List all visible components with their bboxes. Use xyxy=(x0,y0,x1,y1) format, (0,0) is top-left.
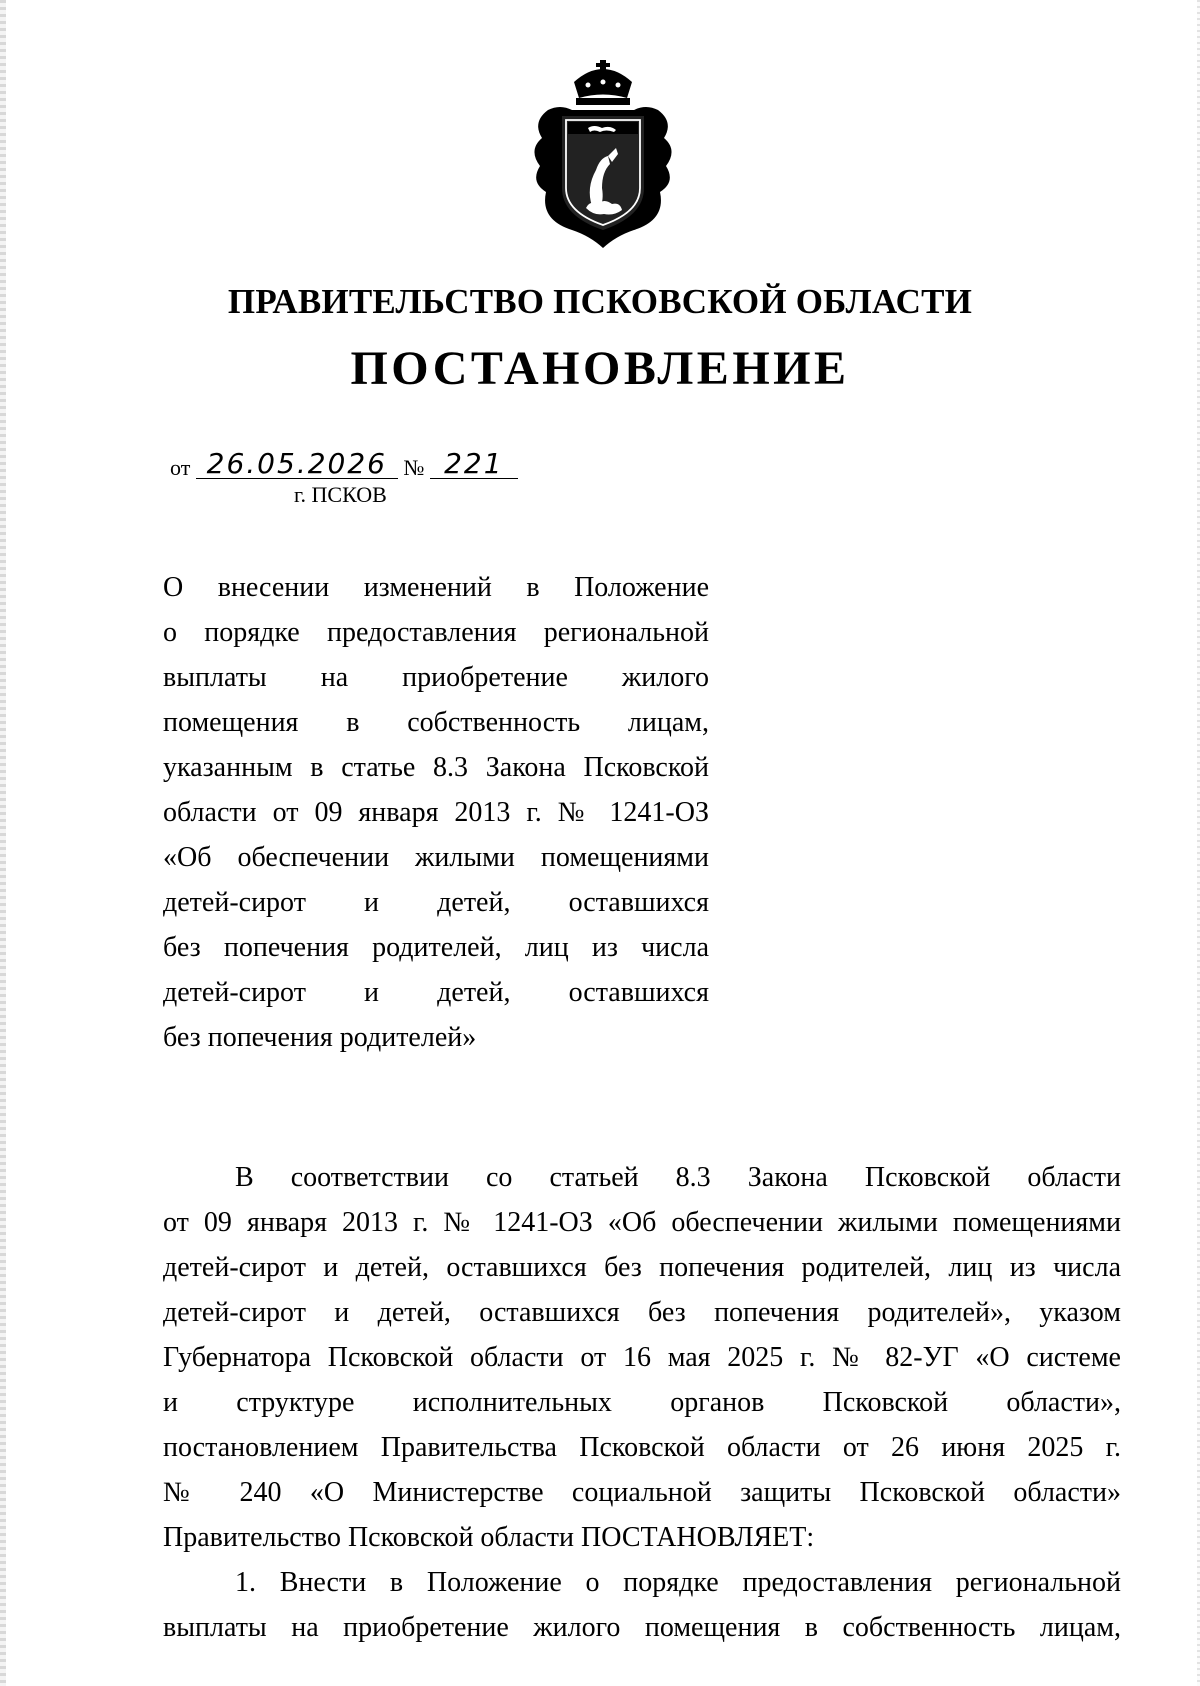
scan-edge xyxy=(0,0,6,1686)
subject-line: о порядке предоставления региональной xyxy=(163,617,709,648)
subject-line: О внесении изменений в Положение xyxy=(163,572,709,603)
subject-line: области от 09 января 2013 г. № 1241-ОЗ xyxy=(163,797,709,828)
date-prefix: от xyxy=(170,455,191,480)
body-line: Правительство Псковской области ПОСТАНОВЛЯЕТ: xyxy=(163,1522,815,1553)
document-type: ПОСТАНОВЛЕНИЕ xyxy=(350,342,850,395)
body-line: 1. Внести в Положение о порядке предоставления региональной xyxy=(235,1567,1121,1598)
coat-of-arms-icon xyxy=(530,58,676,250)
document-city: г. ПСКОВ xyxy=(294,482,387,507)
body-line: выплаты на приобретение жилого помещения в собственность лицам, xyxy=(163,1612,1121,1643)
government-name: ПРАВИТЕЛЬСТВО ПСКОВСКОЙ ОБЛАСТИ xyxy=(227,282,973,321)
subject-line: выплаты на приобретение жилого xyxy=(163,662,709,693)
subject-line: указанным в статье 8.3 Закона Псковской xyxy=(163,752,709,783)
subject-line: без попечения родителей, лиц из числа xyxy=(163,932,709,963)
body-line: постановлением Правительства Псковской области от 26 июня 2025 г. xyxy=(163,1432,1121,1463)
document-number: 221 xyxy=(430,450,518,479)
body-line: № 240 «О Министерстве социальной защиты Псковской области» xyxy=(163,1477,1121,1508)
body-line: детей-сирот и детей, оставшихся без попечения родителей, лиц из числа xyxy=(163,1252,1121,1283)
subject-line: детей-сирот и детей, оставшихся xyxy=(163,887,709,918)
body-line: и структуре исполнительных органов Псковской области», xyxy=(163,1387,1121,1418)
subject-line: «Об обеспечении жилыми помещениями xyxy=(163,842,709,873)
subject-line: детей-сирот и детей, оставшихся xyxy=(163,977,709,1008)
number-prefix: № xyxy=(403,455,425,480)
body-line: от 09 января 2013 г. № 1241-ОЗ «Об обеспечении жилыми помещениями xyxy=(163,1207,1121,1238)
document-body xyxy=(163,1155,1121,1650)
body-line: детей-сирот и детей, оставшихся без попечения родителей», указом xyxy=(163,1297,1121,1328)
preamble-paragraph xyxy=(163,1155,1121,1560)
subject-line: без попечения родителей» xyxy=(163,1022,477,1053)
body-line: В соответствии со статьей 8.3 Закона Псковской области xyxy=(235,1162,1121,1193)
document-date: 26.05.2026 xyxy=(196,450,398,479)
document-subject xyxy=(163,565,709,1060)
body-line: Губернатора Псковской области от 16 мая 2025 г. № 82-УГ «О системе xyxy=(163,1342,1121,1373)
item-1-paragraph xyxy=(163,1560,1121,1650)
subject-line: помещения в собственность лицам, xyxy=(163,707,709,738)
document-requisites xyxy=(170,447,518,481)
